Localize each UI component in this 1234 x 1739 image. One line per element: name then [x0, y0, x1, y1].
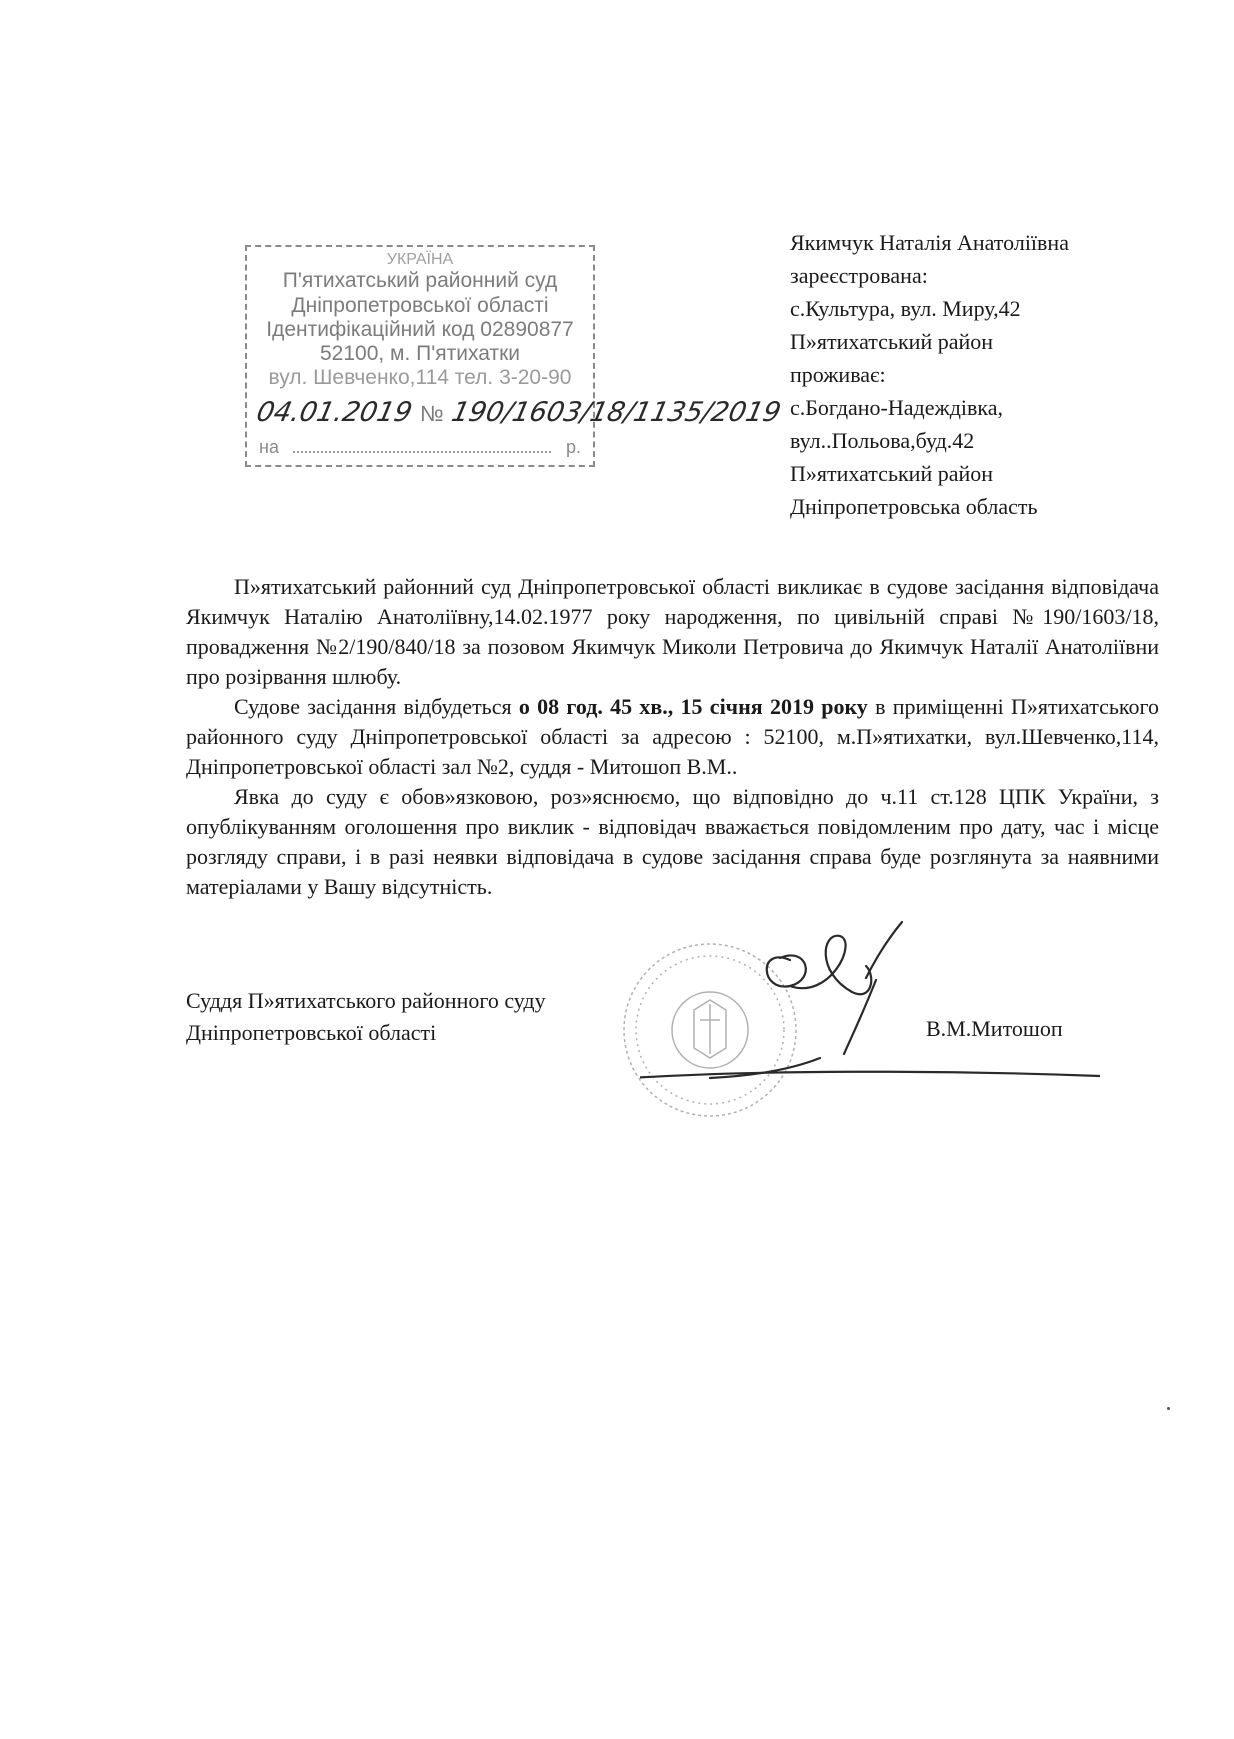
stamp-address: 52100, м. П'ятихатки — [319, 341, 520, 365]
stamp-id-code: Ідентифікаційний код 02890877 — [266, 317, 574, 341]
scan-speck — [1167, 1407, 1170, 1410]
notice-body — [186, 572, 1159, 902]
paragraph-summons: П»ятихатський районний суд Дніпропетровської області викликає в судове засідання відповідача Якимчук Наталію Анатоліївну,14.02.1977 року народження, по цивільній справі №190/1603/18, провадження №2/190/840/18 за позовом Якимчук Миколи Петровича до Якимчук Наталії Анатоліївни про розірвання шлюбу. — [186, 574, 1159, 689]
stamp-dotted-line — [293, 451, 551, 453]
addressee-residence-label: проживає: — [790, 362, 886, 387]
addressee-residence-street: вул..Польова,буд.42 — [790, 428, 975, 453]
paragraph-attendance: Явка до суду є обов»язковою, роз»яснюємо, що відповідно до ч.11 ст.128 ЦПК України, з опублікуванням оголошення про виклик - відповідач вважається повідомленим про дату, час і місце розгляду справи, і в разі неявки відповідача в судове засідання справа буде розглянута за наявними матеріалами у Вашу відсутність. — [186, 784, 1159, 899]
court-seal — [590, 930, 850, 1130]
addressee-residence-district: П»ятихатський район — [790, 461, 994, 486]
stamp-region: Дніпропетровської області — [291, 293, 549, 317]
addressee-region: Дніпропетровська область — [790, 494, 1038, 519]
signature-title-line2: Дніпропетровської області — [186, 1020, 437, 1045]
stamp-handwritten-row — [253, 397, 784, 428]
addressee-block — [790, 226, 1210, 523]
hearing-datetime: о 08 год. 45 хв., 15 січня 2019 року — [518, 694, 868, 719]
stamp-street: вул. Шевченко,114 тел. 3-20-90 — [268, 365, 572, 389]
stamp-bottom-prefix: на — [259, 437, 279, 457]
stamp-bottom-row — [259, 437, 587, 459]
stamp-bottom-suffix: р. — [565, 437, 581, 457]
addressee-name: Якимчук Наталія Анатоліївна — [790, 230, 1069, 255]
hearing-location: в приміщенні П»ятихатського районного суду Дніпропетровської області за адресою : 52100, м.П»ятихатки, вул.Шевченко,114, Дніпропетровської області зал №2, суддя - Митошоп В.М.. — [186, 694, 1159, 779]
signature-title-line1: Суддя П»ятихатського районного суду — [186, 988, 546, 1013]
signature-title — [186, 985, 546, 1049]
stamp-handwritten-date: 04.01.2019 — [253, 397, 415, 428]
stamp-number-sign: № — [420, 401, 444, 426]
addressee-registered-district: П»ятихатський район — [790, 329, 994, 354]
addressee-residence-village: с.Богдано-Надеждівка, — [790, 395, 1004, 420]
addressee-registered-address: с.Культура, вул. Миру,42 — [790, 296, 1021, 321]
paragraph-hearing — [186, 692, 1159, 782]
stamp-court-name: П'ятихатський районний суд — [282, 269, 558, 293]
hearing-intro: Судове засідання відбудеться — [234, 694, 519, 719]
signature-name: В.М.Митошоп — [926, 1016, 1063, 1041]
judge-signature — [640, 920, 1100, 1100]
addressee-registered-label: зареєстрована: — [790, 263, 928, 288]
stamp-country: УКРАЇНА — [386, 251, 454, 268]
stamp-handwritten-number: 190/1603/18/1135/2019 — [448, 397, 784, 428]
court-stamp — [245, 245, 784, 467]
